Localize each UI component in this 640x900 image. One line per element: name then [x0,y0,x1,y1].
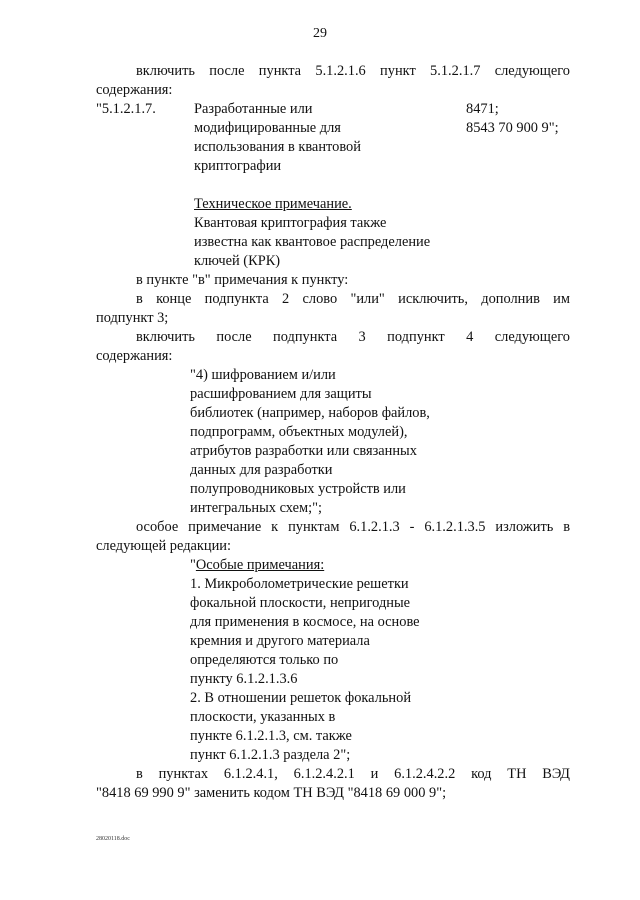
paragraph-line: содержания: [96,348,173,364]
special-note-text: пункт 6.1.2.1.3 раздела 2"; [190,747,351,763]
item-code: 8471; [466,101,499,117]
technical-note-title: Техническое примечание. [194,196,352,212]
quoted-text: подпрограмм, объектных модулей), [190,424,408,440]
special-note-text: кремния и другого материала [190,633,370,649]
special-note-text: 2. В отношении решеток фокальной [190,690,412,706]
paragraph-line: в конце подпункта 2 слово "или" исключить, дополнив им [136,291,570,307]
paragraph-line: следующей редакции: [96,538,231,554]
quoted-text: интегральных схем;"; [190,500,322,516]
special-note-text: для применения в космосе, на основе [190,614,420,630]
special-notes-title [190,556,324,575]
paragraph-line: включить после пункта 5.1.2.1.6 пункт 5.1.2.1.7 следующего [136,63,570,79]
item-text: Разработанные или [194,101,313,117]
item-text: криптографии [194,158,282,174]
paragraph-line: содержания: [96,82,173,98]
quoted-text: библиотек (например, наборов файлов, [190,405,430,421]
item-code: 8543 70 900 9"; [466,120,559,136]
item-text: использования в квантовой [194,139,361,155]
quoted-text: данных для разработки [190,462,333,478]
page-number: 29 [313,26,327,41]
paragraph-line: особое примечание к пунктам 6.1.2.1.3 - 6.1.2.1.3.5 изложить в [136,519,570,535]
item-number: "5.1.2.1.7. [96,101,156,117]
quoted-text: атрибутов разработки или связанных [190,443,417,459]
quoted-text: расшифрованием для защиты [190,386,372,402]
special-note-text: фокальной плоскости, непригодные [190,595,411,611]
file-name-footer: 28020118.doc [96,836,130,842]
technical-note-text: Квантовая криптография также [194,215,387,231]
quoted-text: "4) шифрованием и/или [190,367,336,383]
paragraph-line: в пункте "в" примечания к пункту: [136,272,349,288]
paragraph-line: подпункт 3; [96,310,169,326]
quote-mark: " [190,557,196,573]
technical-note-text: известна как квантовое распределение [194,234,431,250]
quoted-text: полупроводниковых устройств или [190,481,406,497]
special-note-text: пункту 6.1.2.1.3.6 [190,671,298,687]
special-note-text: 1. Микроболометрические решетки [190,576,409,592]
paragraph-line: "8418 69 990 9" заменить кодом ТН ВЭД "8418 69 000 9"; [96,785,447,801]
paragraph-line: в пунктах 6.1.2.4.1, 6.1.2.4.2.1 и 6.1.2.4.2.2 код ТН ВЭД [136,766,570,782]
special-note-text: плоскости, указанных в [190,709,336,725]
paragraph-line: включить после подпункта 3 подпункт 4 следующего [136,329,570,345]
special-notes-title-text: Особые примечания: [195,557,325,573]
item-text: модифицированные для [194,120,341,136]
special-note-text: определяются только по [190,652,339,668]
special-note-text: пункте 6.1.2.1.3, см. также [190,728,352,744]
technical-note-text: ключей (КРК) [194,253,281,269]
